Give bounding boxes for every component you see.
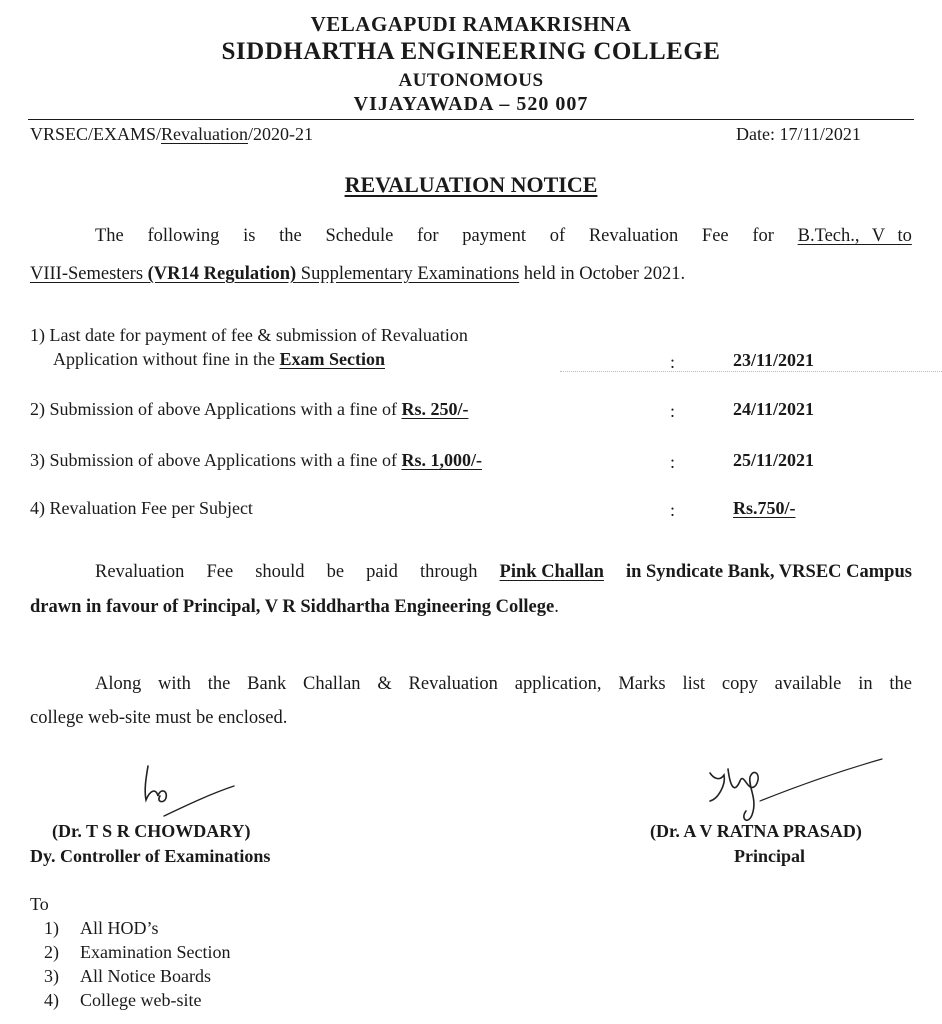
payment-line-2: drawn in favour of Principal, V R Siddhartha Engineering College. [30,597,559,617]
schedule-item-3: 3) Submission of above Applications with a fine of Rs. 1,000/- [30,450,482,470]
signature-left [130,760,240,830]
notice-title: REVALUATION NOTICE [344,172,598,197]
payment-line-1: Revaluation Fee should be paid through Pink Challan in Syndicate Bank, VRSEC Campus [95,562,912,582]
schedule-colon: : [670,452,676,472]
left-signatory-name: (Dr. T S R CHOWDARY) [52,821,251,841]
college-name-line1: VELAGAPUDI RAMAKRISHNA [310,12,632,36]
list-item: 3) All Notice Boards [44,966,211,986]
autonomous-label: AUTONOMOUS [398,70,544,91]
college-name-line2: SIDDHARTHA ENGINEERING COLLEGE [221,38,721,65]
to-label: To [30,894,49,914]
right-signatory-name: (Dr. A V RATNA PRASAD) [650,821,862,841]
schedule-colon: : [670,352,676,372]
notice-date: Date: 17/11/2021 [736,124,861,144]
schedule-item-4-value: Rs.750/- [733,498,796,518]
schedule-colon: : [670,401,676,421]
schedule-item-3-date: 25/11/2021 [733,450,815,470]
enclosure-line-1: Along with the Bank Challan & Revaluation application, Marks list copy available in the [95,674,912,694]
header-divider [28,119,914,120]
list-item: 2) Examination Section [44,942,231,962]
left-signatory-title: Dy. Controller of Examinations [30,846,271,866]
schedule-item-2: 2) Submission of above Applications with a fine of Rs. 250/- [30,399,469,419]
schedule-item-4: 4) Revaluation Fee per Subject [30,498,253,518]
distribution-list [30,918,430,1018]
schedule-item-1-date: 23/11/2021 [733,350,815,370]
enclosure-line-2: college web-site must be enclosed. [30,708,288,728]
schedule-colon: : [670,500,676,520]
right-signatory-title: Principal [734,846,805,866]
intro-line-1: The following is the Schedule for payment of Revaluation Fee for B.Tech., V to [95,226,912,246]
schedule-item-1-line2: Application without fine in the Exam Section [53,349,385,369]
list-item: 1) All HOD’s [44,918,159,938]
schedule-item-2-date: 24/11/2021 [733,399,815,419]
reference-number: VRSEC/EXAMS/Revaluation/2020-21 [30,124,314,144]
intro-line-2: VIII-Semesters (VR14 Regulation) Supplementary Examinations held in October 2021. [30,264,686,284]
college-address: VIJAYAWADA – 520 007 [353,93,589,115]
scan-dotted-line [560,371,942,372]
list-item: 4) College web-site [44,990,202,1010]
schedule-item-1-line1: 1) Last date for payment of fee & submission of Revaluation [30,325,468,345]
